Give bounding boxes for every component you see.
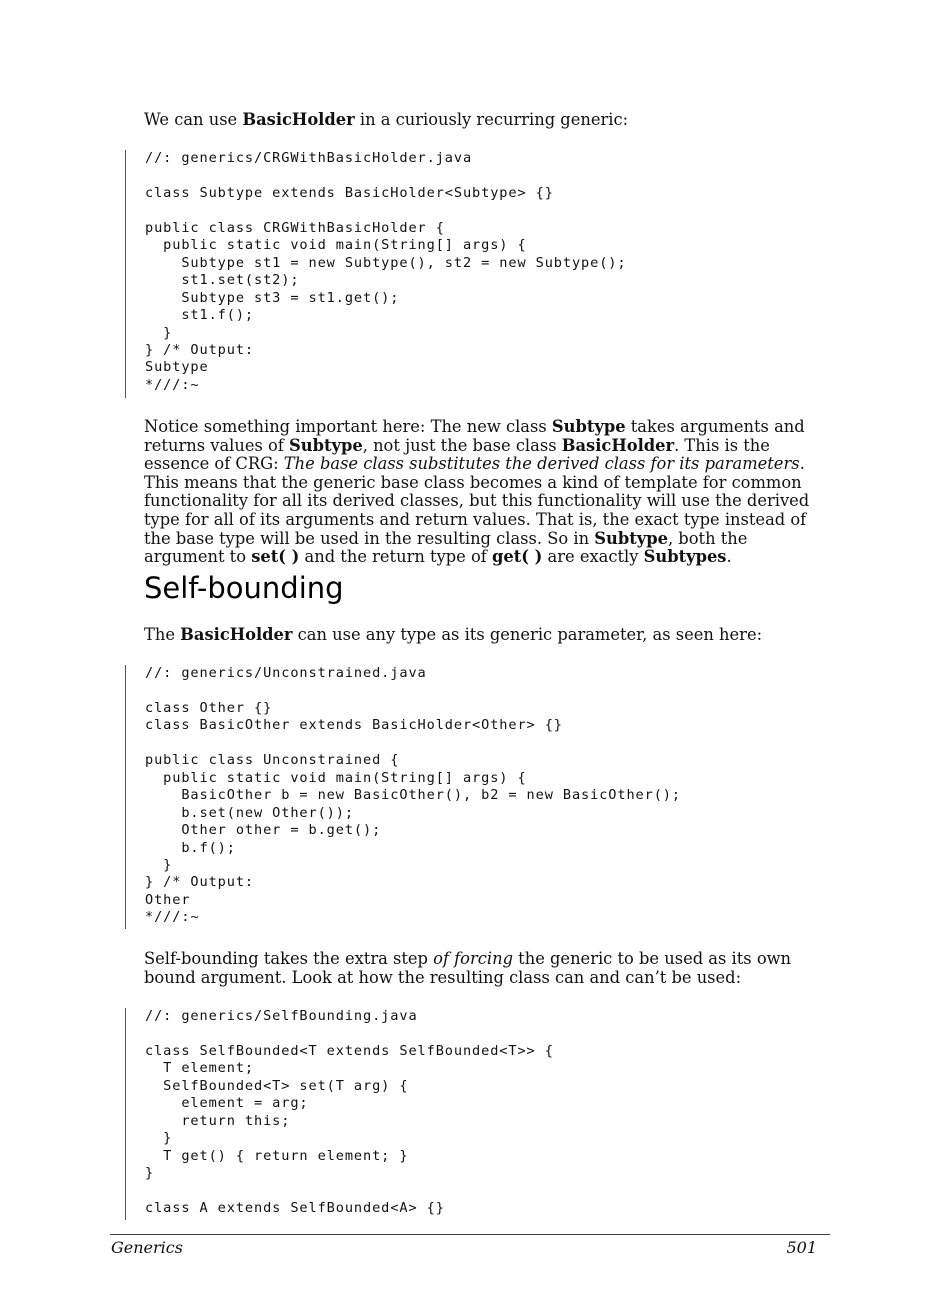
italic-phrase: of forcing xyxy=(433,949,513,968)
text-run: , both the argument to xyxy=(144,528,748,567)
text-run: The xyxy=(144,625,181,644)
text-run: can use any type as its generic parameter, as seen here: xyxy=(292,625,763,644)
footer-chapter: Generics xyxy=(111,1238,183,1257)
text-run: . This is the essence of CRG: xyxy=(144,435,770,474)
text-run: Self-bounding takes the extra step xyxy=(144,949,434,968)
text-run: in a curiously recurring generic: xyxy=(354,110,629,129)
bold-term: Subtype xyxy=(551,417,626,436)
text-run: . This means that the generic base class becomes a kind of template for common functionality for all its derived classes, but this functionality will use the derived type for all of its arguments and return values. That is, the exact type instead of the base type will be used in the resulting class. So in xyxy=(144,454,810,548)
text-run: are exactly xyxy=(542,547,644,567)
bold-term: set( ) xyxy=(251,547,300,567)
text-run: Notice something important here: The new class xyxy=(144,417,552,436)
selfbound-paragraph xyxy=(144,950,820,987)
bold-term: get( ) xyxy=(492,547,543,567)
text-run: the generic to be used as its own bound argument. Look at how the resulting class can and can’t be used: xyxy=(144,949,792,987)
bold-term: Subtype xyxy=(289,435,363,455)
text-run: takes arguments and returns values of xyxy=(144,417,805,455)
bold-term: BasicHolder xyxy=(180,625,293,644)
intro-paragraph xyxy=(144,111,820,130)
code-listing-unconstrained: //: generics/Unconstrained.java class Other {} class BasicOther extends BasicHolder<Other> {} public class Unconstrained { public static void main(String[] args) { BasicOther b = new BasicOther(), b2 = new BasicOther(); b.set(new Other()); Other other = b.get(); b.f(); } } /* Output: Other *///:~ xyxy=(125,665,845,929)
intro2-paragraph xyxy=(144,626,820,645)
footer-divider xyxy=(110,1234,830,1235)
bold-term: BasicHolder xyxy=(561,435,675,455)
text-run: , not just the base class xyxy=(362,435,562,455)
code-listing-crg: //: generics/CRGWithBasicHolder.java class Subtype extends BasicHolder<Subtype> {} public class CRGWithBasicHolder { public static void main(String[] args) { Subtype st1 = new Subtype(), st2 = new Subtype(); st1.set(st2); Subtype st3 = st1.get(); st1.f(); } } /* Output: Subtype *///:~ xyxy=(125,150,845,398)
bold-term: Subtypes xyxy=(643,547,727,567)
code-listing-selfbounding: //: generics/SelfBounding.java class SelfBounded<T extends SelfBounded<T>> { T element; SelfBounded<T> set(T arg) { element = arg; return this; } T get() { return element; } } class A extends SelfBounded<A> {} xyxy=(125,1008,845,1220)
section-heading: Self-bounding xyxy=(144,571,344,605)
text-run: We can use xyxy=(144,110,243,129)
notice-paragraph xyxy=(144,418,820,567)
text-run: and the return type of xyxy=(299,547,493,567)
italic-phrase: The base class substitutes the derived class for its parameters xyxy=(283,454,800,474)
footer-page-number: 501 xyxy=(786,1238,817,1257)
bold-term: BasicHolder xyxy=(242,110,355,129)
bold-term: Subtype xyxy=(594,528,668,548)
text-run: . xyxy=(726,547,732,567)
